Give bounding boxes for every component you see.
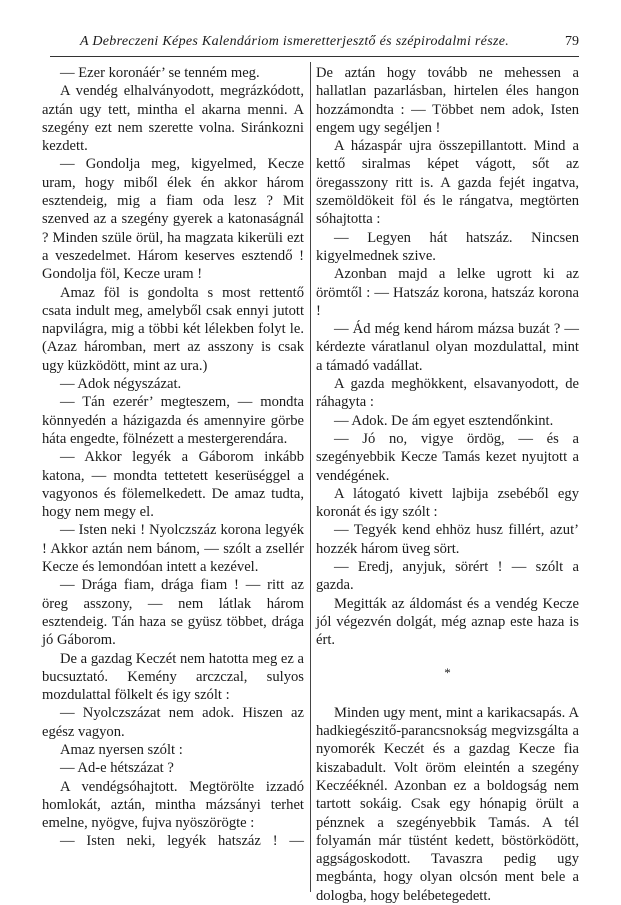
paragraph: Amaz nyersen szólt : — [60, 741, 183, 758]
paragraph: A vendég elhalványodott, megrázkódott, aztán ugy tett, mintha el akarna menni. A szegény ezt nem szerette volna. Siránkozni kezdett. — [42, 83, 304, 155]
paragraph: De a gazdag Keczét nem hatotta meg ez a bucsuztató. Kemény arczczal, sulyos mozdulattal fölkelt és igy szólt : — [42, 650, 304, 704]
right-column — [316, 64, 579, 905]
paragraph: — Drága fiam, drága fiam ! — ritt az öreg asszony, — nem látlak három esztendeig. Tán haza se gyüsz többet, drága jó Gáborom. — [42, 577, 304, 649]
paragraph: — Ezer koronáér’ se tenném meg. — [60, 65, 260, 81]
paragraph: — Eredj, anyjuk, sörért ! — szólt a gazda. — [316, 559, 579, 594]
column-divider — [310, 62, 311, 892]
paragraph: A látogató kivett lajbija zsebéből egy koronát és igy szólt : — [316, 485, 579, 521]
paragraph: — Legyen hát hatszáz. Nincsen kigyelmednek szive. — [316, 229, 579, 264]
header-title: A Debreczeni Képes Kalendáriom ismeretterjesztő és szépirodalmi része. — [79, 34, 510, 49]
left-column — [42, 64, 304, 851]
paragraph: — Tegyék kend ehhöz husz fillért, azut’ hozzék három üveg sört. — [316, 522, 579, 557]
page-number: 79 — [565, 34, 579, 49]
paragraph: — Ad-e hétszázat ? — [60, 760, 174, 777]
section-separator: * — [444, 664, 451, 680]
paragraph: De aztán hogy tovább ne mehessen a hallatlan pazarlásban, hirtelen éles hangon hozzámondta : — Többet nem adok, Isten engem ugy segéljen ! — [316, 65, 579, 136]
paragraph: Minden ugy ment, mint a karikacsapás. A hadkiegészitő-parancsnokság megvizsgálta a nyomorék Keczét és a gazdag Kecze fia kiszabadult. Volt öröm eleintén a szegény Keczééknél. Azonban ez a boldogság nem tartott sokáig. Csak egy hónapig örült a pénznek a szegényebbik Tamás. A tél folyamán már tüstént kedett, böstörködött, aggságoskodott. Tavaszra pedig ugy megbánta, hogy olyan olcsón ment bele a dologba, hogy belébetegedett. — [316, 704, 579, 904]
paragraph: — Adok négyszázat. — [60, 376, 182, 393]
paragraph: A gazda meghökkent, elsavanyodott, de ráhagyta : — [316, 376, 579, 411]
paragraph: Megitták az áldomást és a vendég Kecze jól végezvén dolgát, még aznap este haza is ért. — [316, 595, 579, 649]
paragraph: Azonban majd a lelke ugrott ki az örömtől : — Hatszáz korona, hatszáz korona ! — [316, 266, 579, 319]
paragraph: — Nyolczszázat nem adok. Hiszen az egész vagyon. — [42, 705, 304, 740]
paragraph: A vendégsóhajtott. Megtörölte izzadó homlokát, aztán, mintha mázsányi terhet emelne, nyögve, fujva nyöszörögte : — [42, 778, 304, 832]
paragraph: — Isten neki, legyék hatszáz ! — — [60, 833, 304, 850]
running-header — [50, 34, 579, 57]
paragraph: — Tán ezerér’ megteszem, — mondta könnyedén a házigazda és amennyire görbe háta engedte, fölnézett a mestergerendára. — [42, 394, 304, 447]
paragraph: Amaz föl is gondolta s most rettentő csata indult meg, amelyből csak ennyi jutott napvilágra, mig a többi két lélekben folyt le. (Azaz háromban, mert az asszony is csak ugy küzködött, mint az ura.) — [42, 284, 304, 374]
paragraph: A házaspár ujra összepillantott. Mind a kettő siralmas képet vágott, sőt az öregasszony ritt is. A gazda fejét ingatva, szemöldökeit föl és le rángatva, megtörten sóhajtotta : — [316, 138, 579, 228]
paragraph: — Akkor legyék a Gáborom inkább katona, — mondta tettetett keserüséggel a vagyonos és fölemelkedett. De amaz tudta, hogy nem megy el. — [42, 449, 304, 521]
paragraph: — Adok. De ám egyet esztendőnkint. — [334, 412, 554, 429]
paragraph: — Ád még kend három mázsa buzát ? — kérdezte váratlanul olyan mozdulattal, mint a támadó vadállat. — [316, 321, 579, 374]
paragraph: — Jó no, vigye ördög, — és a szegényebbik Kecze Tamás kezet nyujtott a vendégének. — [316, 430, 579, 484]
paragraph: — Isten neki ! Nyolczszáz korona legyék ! Akkor aztán nem bánom, — szólt a zsellér Kecze és lemondóan intett a kezével. — [42, 522, 304, 576]
paragraph: — Gondolja meg, kigyelmed, Kecze uram, hogy miből élek én akkor három esztendeig, mig a fiam oda lesz ? Mit szenved az a szegény gyerek a katonaságnál ? Minden szüle örül, ha magzata kikerüli ezt a veszedelmet. Három keserves esztendő ! Gondolja föl, Kecze uram ! — [42, 156, 304, 283]
